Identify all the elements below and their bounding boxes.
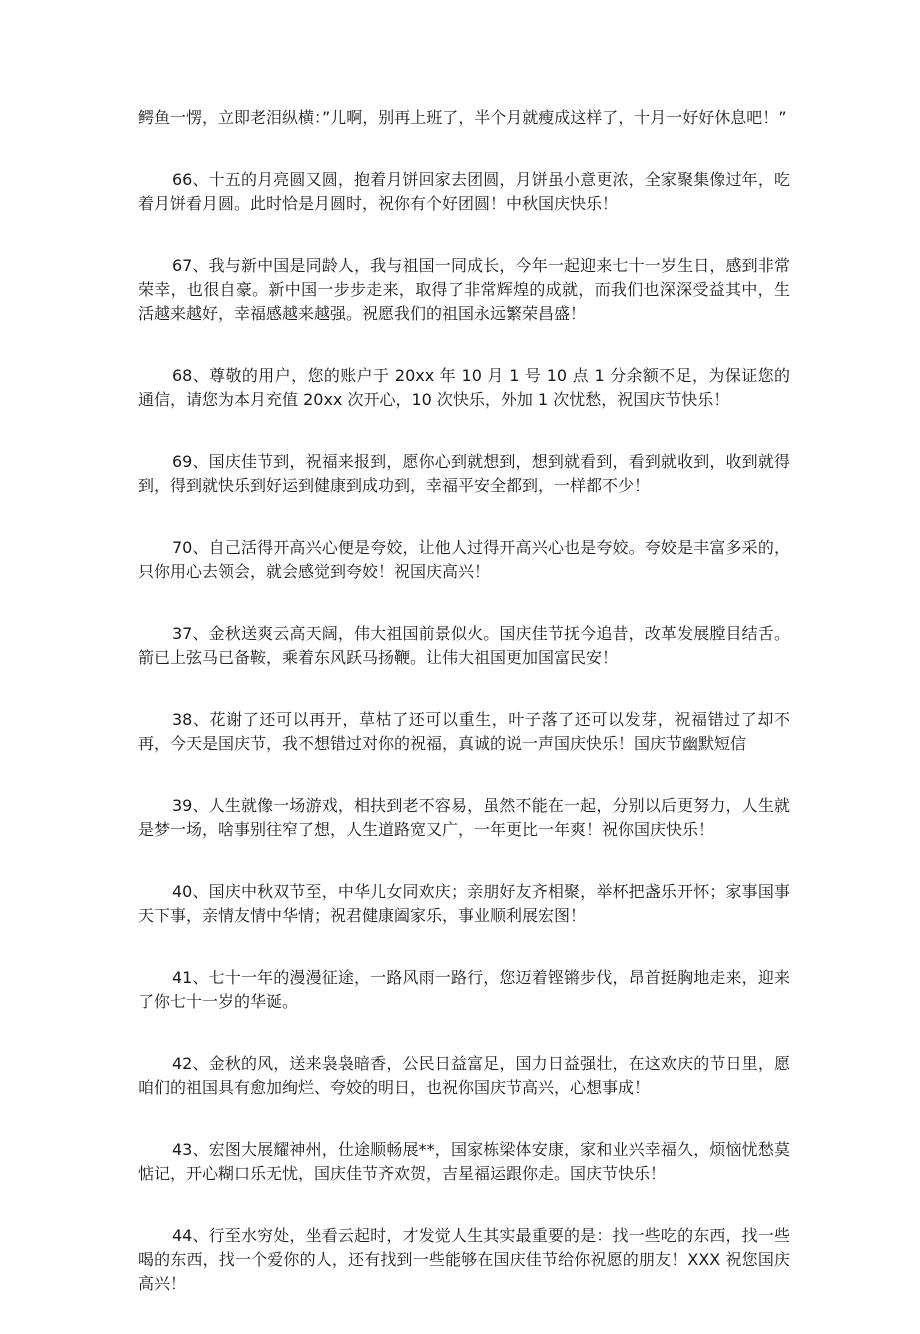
- paragraph-42: 42、金秋的风，送来袅袅暗香，公民日益富足，国力日益强壮，在这欢庆的节日里，愿咱们的祖国具有愈加绚烂、夸姣的明日，也祝你国庆节高兴，心想事成！: [138, 1054, 790, 1097]
- paragraph-40: 40、国庆中秋双节至，中华儿女同欢庆；亲朋好友齐相聚，举杯把盏乐开怀；家事国事天下事，亲情友情中华情；祝君健康阖家乐，事业顺利展宏图！: [138, 882, 790, 925]
- paragraph-43: 43、宏图大展耀神州，仕途顺畅展**，国家栋梁体安康，家和业兴幸福久，烦恼忧愁莫惦记，开心糊口乐无忧，国庆佳节齐欢贺，吉星福运跟你走。国庆节快乐！: [138, 1140, 790, 1183]
- paragraph-68: 68、尊敬的用户，您的账户于 20xx 年 10 月 1 号 10 点 1 分余额不足，为保证您的通信，请您为本月充值 20xx 次开心，10 次快乐，外加 1 次忧愁，祝国庆节快乐！: [138, 366, 790, 409]
- paragraph-39: 39、人生就像一场游戏，相扶到老不容易，虽然不能在一起，分别以后更努力，人生就是梦一场，啥事别往窄了想，人生道路宽又广，一年更比一年爽！祝你国庆快乐！: [138, 796, 790, 839]
- paragraph-69: 69、国庆佳节到，祝福来报到，愿你心到就想到，想到就看到，看到就收到，收到就得到，得到就快乐到好运到健康到成功到，幸福平安全都到，一样都不少！: [138, 452, 790, 495]
- paragraph-37: 37、金秋送爽云高天阔，伟大祖国前景似火。国庆佳节抚今追昔，改革发展膛目结舌。箭已上弦马已备鞍，乘着东风跃马扬鞭。让伟大祖国更加国富民安！: [138, 624, 790, 667]
- paragraph-41: 41、七十一年的漫漫征途，一路风雨一路行，您迈着铿锵步伐，昂首挺胸地走来，迎来了你七十一岁的华诞。: [138, 968, 790, 1011]
- paragraph-continuation: 鳄鱼一愣，立即老泪纵横：”儿啊，别再上班了，半个月就瘦成这样了，十月一好好休息吧！”: [138, 108, 787, 127]
- paragraph-66: 66、十五的月亮圆又圆，抱着月饼回家去团圆，月饼虽小意更浓，全家聚集像过年，吃着月饼看月圆。此时恰是月圆时，祝你有个好团圆！中秋国庆快乐！: [138, 170, 790, 213]
- paragraph-44: 44、行至水穷处，坐看云起时，才发觉人生其实最重要的是：找一些吃的东西，找一些喝的东西，找一个爱你的人，还有找到一些能够在国庆佳节给你祝愿的朋友！XXX 祝您国庆高兴！: [138, 1226, 790, 1293]
- paragraph-70: 70、自己活得开高兴心便是夸姣，让他人过得开高兴心也是夸姣。夸姣是丰富多采的，只你用心去领会，就会感觉到夸姣！祝国庆高兴！: [138, 538, 790, 581]
- paragraph-67: 67、我与新中国是同龄人，我与祖国一同成长，今年一起迎来七十一岁生日，感到非常荣幸，也很自豪。新中国一步步走来，取得了非常辉煌的成就，而我们也深深受益其中，生活越来越好，幸福感越来越强。祝愿我们的祖国永远繁荣昌盛！: [138, 256, 790, 323]
- document-body: [138, 106, 790, 1334]
- paragraph-38: 38、花谢了还可以再开，草枯了还可以重生，叶子落了还可以发芽，祝福错过了却不再，今天是国庆节，我不想错过对你的祝福，真诚的说一声国庆快乐！国庆节幽默短信: [138, 710, 790, 753]
